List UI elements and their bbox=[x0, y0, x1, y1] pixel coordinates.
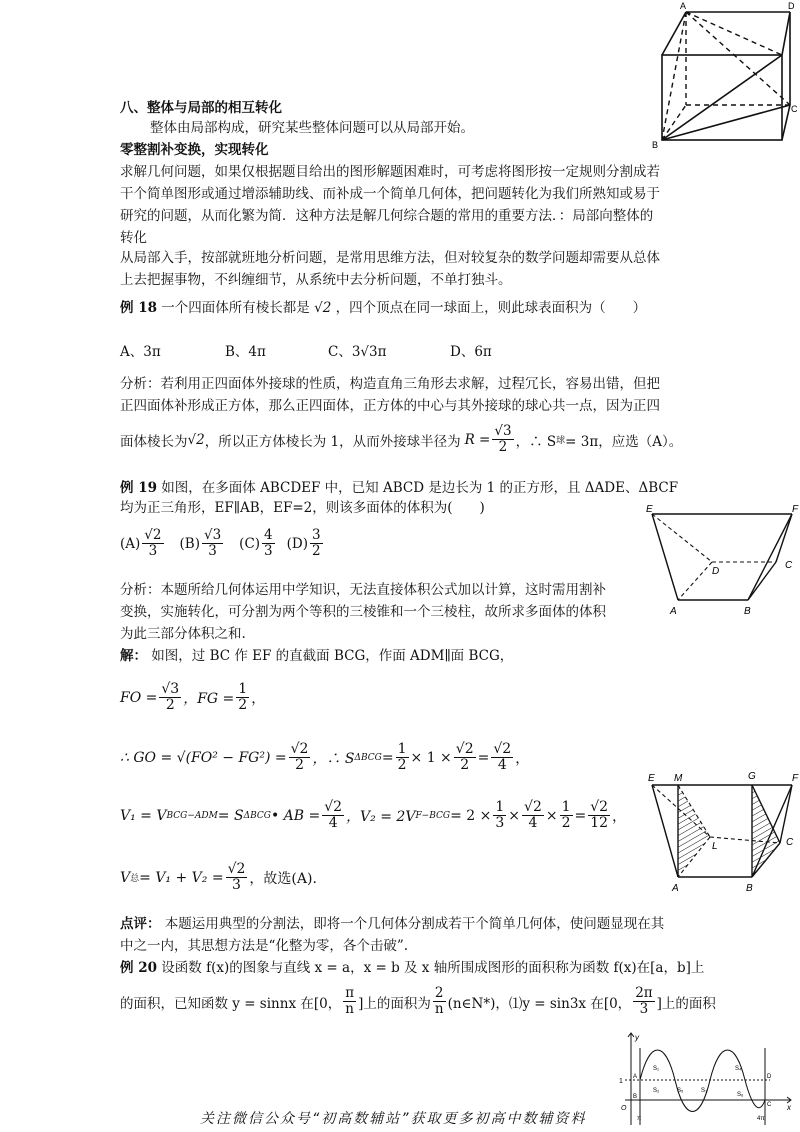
section-title: 八、整体与局部的相互转化 bbox=[120, 100, 282, 116]
frac-den: 2 bbox=[561, 815, 571, 831]
frac-num: 2 bbox=[434, 985, 444, 1001]
sine-tick-2: 4π bbox=[757, 1116, 765, 1122]
sine-label-s3: S₃ bbox=[701, 1088, 708, 1094]
ex19-opt-b-label: (B) bbox=[179, 535, 200, 552]
para1-line3: 研究的问题，从而化繁为简．这种方法是解几何综合题的常用的重要方法．：局部向整体的 bbox=[120, 208, 654, 224]
eq1-fg: ，FG = bbox=[183, 690, 235, 707]
ex19-solution-line1 bbox=[120, 646, 513, 666]
ex20-label: 例 20 bbox=[120, 960, 157, 976]
cube-label-b: B bbox=[652, 140, 659, 150]
poly2-label-b: B bbox=[746, 883, 753, 894]
poly1-label-c: C bbox=[785, 560, 793, 571]
para2-line2: 上去把握事物，不纠缠细节，从系统中去分析问题，不单打独斗。 bbox=[120, 272, 512, 288]
ex20-two-n-frac bbox=[433, 986, 446, 1017]
frac-num: √3 bbox=[203, 527, 222, 543]
frac-num: √2 bbox=[144, 527, 162, 543]
ex18-label: 例 18 bbox=[120, 300, 157, 316]
ex19-eq2 bbox=[120, 742, 529, 773]
para1-line1: 求解几何问题，如果仅根据题目给出的图形解题困难时，可考虑将图形按一定规则分割成若 bbox=[120, 164, 660, 180]
frac-den: 3 bbox=[208, 543, 217, 559]
eq4-end: ，故选(A). bbox=[249, 870, 317, 887]
frac-num: √3 bbox=[494, 423, 512, 439]
poly2-label-a: A bbox=[672, 883, 679, 894]
ex18-analysis-line2: 正四面体补形成正方体，那么正四面体，正方体的中心与其外接球的球心共一点，因为正四 bbox=[120, 398, 660, 414]
ex19-stem-line2: 均为正三角形，EF∥AB，EF=2，则该多面体的体积为( ) bbox=[120, 500, 485, 516]
ex19-analysis-line2: 变换，实施转化，可分割为两个等积的三棱锥和一个三棱柱，故所求多面体的体积 bbox=[120, 604, 606, 620]
footer-note: 关注微信公众号“初高数辅站”获取更多初高中数辅资料 bbox=[200, 1111, 587, 1127]
eq3-a: V₁ = V bbox=[120, 807, 167, 824]
frac-den: 2 bbox=[238, 697, 248, 713]
section-intro: 整体由局部构成，研究某些整体问题可以从局部开始。 bbox=[150, 120, 474, 136]
frac-den: 2 bbox=[165, 697, 175, 713]
poly1-label-f: F bbox=[792, 504, 799, 515]
frac-num: 1 bbox=[397, 741, 407, 757]
eq2-frac2 bbox=[454, 742, 476, 773]
ex19-stem-line1 bbox=[120, 478, 678, 498]
ex19-review-line1 bbox=[120, 914, 664, 934]
poly2-label-g: G bbox=[748, 771, 756, 782]
eq3-x1: × bbox=[508, 807, 521, 824]
eq3-sub1: BCG−ADM bbox=[166, 810, 218, 821]
ex18-an-l3b: ，所以正方体棱长为 1，从而外接球半径为 bbox=[204, 433, 461, 450]
para1-line2: 干个简单图形或通过增添辅助线、而补成一个简单几何体，把问题转化为我们所熟知或易于 bbox=[120, 186, 660, 202]
poly1-label-e: E bbox=[646, 504, 653, 515]
frac-num: √3 bbox=[161, 681, 180, 697]
eq4-b: = V₁ + V₂ = bbox=[139, 869, 224, 886]
frac-den: 2 bbox=[498, 439, 508, 455]
eq2-b: ，∴ S bbox=[312, 750, 355, 767]
ex19-opt-d-label: (D) bbox=[286, 535, 308, 552]
ex18-an-sqrt2: √2 bbox=[187, 431, 205, 448]
eq4-sub: 总 bbox=[130, 874, 140, 884]
frac-num: √2 bbox=[493, 741, 512, 757]
ex19-eq4 bbox=[120, 862, 317, 893]
frac-den: 2 bbox=[295, 757, 304, 773]
eq1-fg-frac bbox=[236, 682, 249, 713]
eq3-b: = S bbox=[217, 807, 244, 824]
frac-num: 4 bbox=[264, 527, 273, 543]
ex18-an-l3d: = 3π，应选（A）。 bbox=[565, 433, 683, 450]
sine-label-s2: S₂ bbox=[653, 1088, 660, 1094]
ex18-stem-b: ，四个顶点在同一球面上，则此球表面积为（ ） bbox=[335, 300, 647, 316]
frac-num: √2 bbox=[524, 799, 542, 815]
frac-den: 4 bbox=[528, 815, 538, 831]
frac-den: 3 bbox=[264, 543, 273, 559]
ex19-opt-a-frac bbox=[142, 528, 163, 559]
poly2-hatched-left bbox=[678, 785, 710, 877]
ex18-sqrt2: √2 bbox=[314, 300, 332, 316]
sine-tick-1: π bbox=[637, 1116, 642, 1122]
ex18-an-sub: 球 bbox=[556, 436, 566, 446]
eq3-e: = 2 × bbox=[450, 807, 492, 824]
eq2-frac3 bbox=[491, 742, 513, 773]
para1-line4: 转化 bbox=[120, 230, 147, 246]
ex18-an-r-frac bbox=[492, 424, 513, 455]
sine-label-s1: S₁ bbox=[653, 1066, 660, 1072]
ex20-line2 bbox=[120, 986, 716, 1017]
frac-num: 3 bbox=[312, 527, 321, 543]
sine-label-d: D bbox=[767, 1074, 772, 1080]
ex18-analysis-line1: 分析：若利用正四面体外接球的性质，构造直角三角形去求解，过程冗长，容易出错，但把 bbox=[120, 376, 660, 392]
ex20-l2d: ]上的面积 bbox=[656, 995, 716, 1012]
ex19-opt-b-frac bbox=[202, 528, 223, 559]
ex19-options bbox=[120, 528, 325, 559]
ex19-analysis-line3: 为此三部分体积之和. bbox=[120, 626, 246, 642]
cube-figure bbox=[650, 0, 800, 150]
ex20-l2a: 的面积，已知函数 y = sinnx 在[0， bbox=[120, 995, 342, 1012]
eq3-c: • AB = bbox=[270, 807, 321, 824]
eq3-sub2: ΔBCG bbox=[243, 810, 271, 821]
eq3-end: ， bbox=[612, 808, 627, 825]
frac-num: π bbox=[345, 985, 355, 1001]
eq3-frac2 bbox=[493, 800, 506, 831]
ex20-l2c: (n∈N*)，⑴y = sin3x 在[0， bbox=[447, 995, 632, 1012]
ex19-stem-l1: 如图，在多面体 ABCDEF 中，已知 ABCD 是边长为 1 的正方形，且 ΔADE、ΔBCF bbox=[161, 480, 679, 496]
ex19-eq3 bbox=[120, 800, 626, 831]
poly2-label-c: C bbox=[786, 837, 794, 848]
sine-curve bbox=[640, 1050, 765, 1112]
eq2-c: = bbox=[381, 749, 394, 766]
frac-den: 3 bbox=[639, 1001, 649, 1017]
poly2-label-l: L bbox=[712, 841, 718, 852]
ex18-stem bbox=[120, 298, 646, 318]
frac-num: √2 bbox=[590, 799, 609, 815]
ex18-opt-b: B、4π bbox=[225, 344, 266, 360]
poly1-label-a: A bbox=[670, 606, 677, 617]
frac-den: 2 bbox=[397, 757, 407, 773]
poly1-label-b: B bbox=[744, 606, 751, 617]
sine-label-y: y bbox=[635, 1033, 639, 1042]
sine-label-o: O bbox=[621, 1105, 627, 1112]
ex19-review-line2: 中之一内，其思想方法是“化整为零，各个击破”. bbox=[120, 938, 409, 954]
eq4-frac bbox=[226, 862, 248, 893]
poly2-label-m: M bbox=[674, 773, 683, 784]
sine-label-one: 1 bbox=[619, 1078, 623, 1085]
frac-den: 3 bbox=[148, 543, 158, 559]
ex18-stem-a: 一个四面体所有棱长都是 bbox=[161, 300, 310, 316]
frac-num: √2 bbox=[324, 799, 343, 815]
ex19-opt-a-label: (A) bbox=[120, 535, 141, 552]
eq2-times1: × 1 × bbox=[410, 749, 452, 766]
ex19-analysis-line1: 分析：本题所给几何体运用中学知识，无法直接体积公式加以计算，这时需用割补 bbox=[120, 582, 606, 598]
frac-den: 4 bbox=[328, 815, 338, 831]
ex19-sol-label: 解： bbox=[120, 648, 147, 664]
sine-label-a: A bbox=[633, 1074, 638, 1080]
frac-num: 1 bbox=[495, 799, 505, 815]
eq3-frac3 bbox=[522, 800, 544, 831]
frac-num: 1 bbox=[561, 799, 571, 815]
ex20-l2b: ]上的面积为 bbox=[358, 995, 431, 1012]
ex19-sol-l1: 如图，过 BC 作 EF 的直截面 BCG，作面 ADM∥面 BCG， bbox=[151, 648, 514, 664]
sine-label-b: B bbox=[633, 1094, 638, 1100]
ex18-an-r: R = bbox=[464, 431, 491, 448]
sine-label-s6: S₆ bbox=[737, 1092, 744, 1098]
eq2-half bbox=[396, 742, 409, 773]
eq3-x2: × bbox=[545, 807, 558, 824]
frac-num: 1 bbox=[238, 681, 248, 697]
ex20-l1: 设函数 f(x)的图象与直线 x = a，x = b 及 x 轴所围成图形的面积称为函数 f(x)在[a，b]上 bbox=[161, 960, 705, 976]
sine-label-c: C bbox=[767, 1102, 772, 1108]
frac-den: 2 bbox=[312, 543, 321, 559]
poly1-label-d: D bbox=[712, 566, 720, 577]
frac-num: 2π bbox=[635, 985, 653, 1001]
ex18-opt-a: A、3π bbox=[120, 344, 161, 360]
eq1-fo: FO = bbox=[120, 689, 158, 706]
sine-label-s5: S₅ bbox=[677, 1088, 684, 1094]
eq4-a: V bbox=[120, 869, 131, 886]
ex18-an-l3a: 面体棱长为 bbox=[120, 433, 188, 450]
frac-den: 4 bbox=[497, 757, 507, 773]
frac-den: 3 bbox=[495, 815, 505, 831]
sine-graph-figure bbox=[605, 1030, 795, 1128]
frac-den: n bbox=[434, 1001, 444, 1017]
poly2-label-f: F bbox=[792, 773, 799, 784]
ex19-eq1 bbox=[120, 682, 265, 713]
sine-label-s4: S₄ bbox=[735, 1066, 742, 1072]
frac-den: 2 bbox=[460, 757, 470, 773]
frac-den: 12 bbox=[590, 815, 609, 831]
eq1-end: ， bbox=[251, 690, 266, 707]
sine-label-x: x bbox=[787, 1103, 791, 1112]
frac-den: n bbox=[345, 1001, 354, 1017]
ex19-review-label: 点评： bbox=[120, 916, 161, 932]
eq2-end: ， bbox=[515, 750, 530, 767]
ex18-analysis-line3 bbox=[120, 424, 682, 455]
eq2-frac1 bbox=[289, 742, 311, 773]
ex20-tp-frac bbox=[633, 986, 654, 1017]
ex18-opt-d: D、6π bbox=[450, 344, 492, 360]
ex19-opt-c-frac bbox=[262, 528, 275, 559]
eq3-frac5 bbox=[588, 800, 610, 831]
section-subtitle: 零整割补变换，实现转化 bbox=[120, 142, 269, 158]
eq3-d: ，V₂ = 2V bbox=[346, 808, 416, 825]
cube-label-c: C bbox=[791, 104, 798, 114]
frac-num: √2 bbox=[455, 741, 474, 757]
eq3-frac4 bbox=[560, 800, 573, 831]
frac-den: 3 bbox=[232, 877, 241, 893]
cube-label-d: D bbox=[788, 1, 795, 11]
eq3-eq: = bbox=[574, 807, 587, 824]
polyhedron-figure-2 bbox=[640, 765, 800, 895]
eq3-frac1 bbox=[322, 800, 344, 831]
ex18-opt-c: C、3√3π bbox=[328, 344, 387, 360]
ex20-line1 bbox=[120, 958, 704, 978]
ex18-an-l3c: ，∴ S bbox=[515, 433, 557, 450]
ex19-opt-d-frac bbox=[310, 528, 323, 559]
ex19-opt-c-label: (C) bbox=[239, 535, 261, 552]
eq1-fo-frac bbox=[159, 682, 181, 713]
poly2-label-e: E bbox=[648, 773, 655, 784]
eq2-a: ∴ GO = √(FO² − FG²) = bbox=[120, 749, 287, 766]
cube-label-a: A bbox=[680, 1, 687, 11]
eq2-eq: = bbox=[477, 749, 490, 766]
ex20-pi-n-frac bbox=[343, 986, 356, 1017]
eq3-sub3: F−BCG bbox=[415, 810, 451, 821]
ex19-label: 例 19 bbox=[120, 480, 157, 496]
frac-num: √2 bbox=[290, 741, 309, 757]
ex19-review-l1: 本题运用典型的分割法，即将一个几何体分割成若干个简单几何体，使问题显现在其 bbox=[164, 916, 665, 932]
polyhedron-figure-1 bbox=[640, 500, 800, 620]
para2-line1: 从局部入手，按部就班地分析问题，是常用思维方法，但对较复杂的数学问题却需要从总体 bbox=[120, 250, 660, 266]
poly2-hatched-right bbox=[752, 785, 780, 877]
frac-num: √2 bbox=[227, 861, 246, 877]
eq2-sub: ΔBCG bbox=[354, 752, 382, 763]
